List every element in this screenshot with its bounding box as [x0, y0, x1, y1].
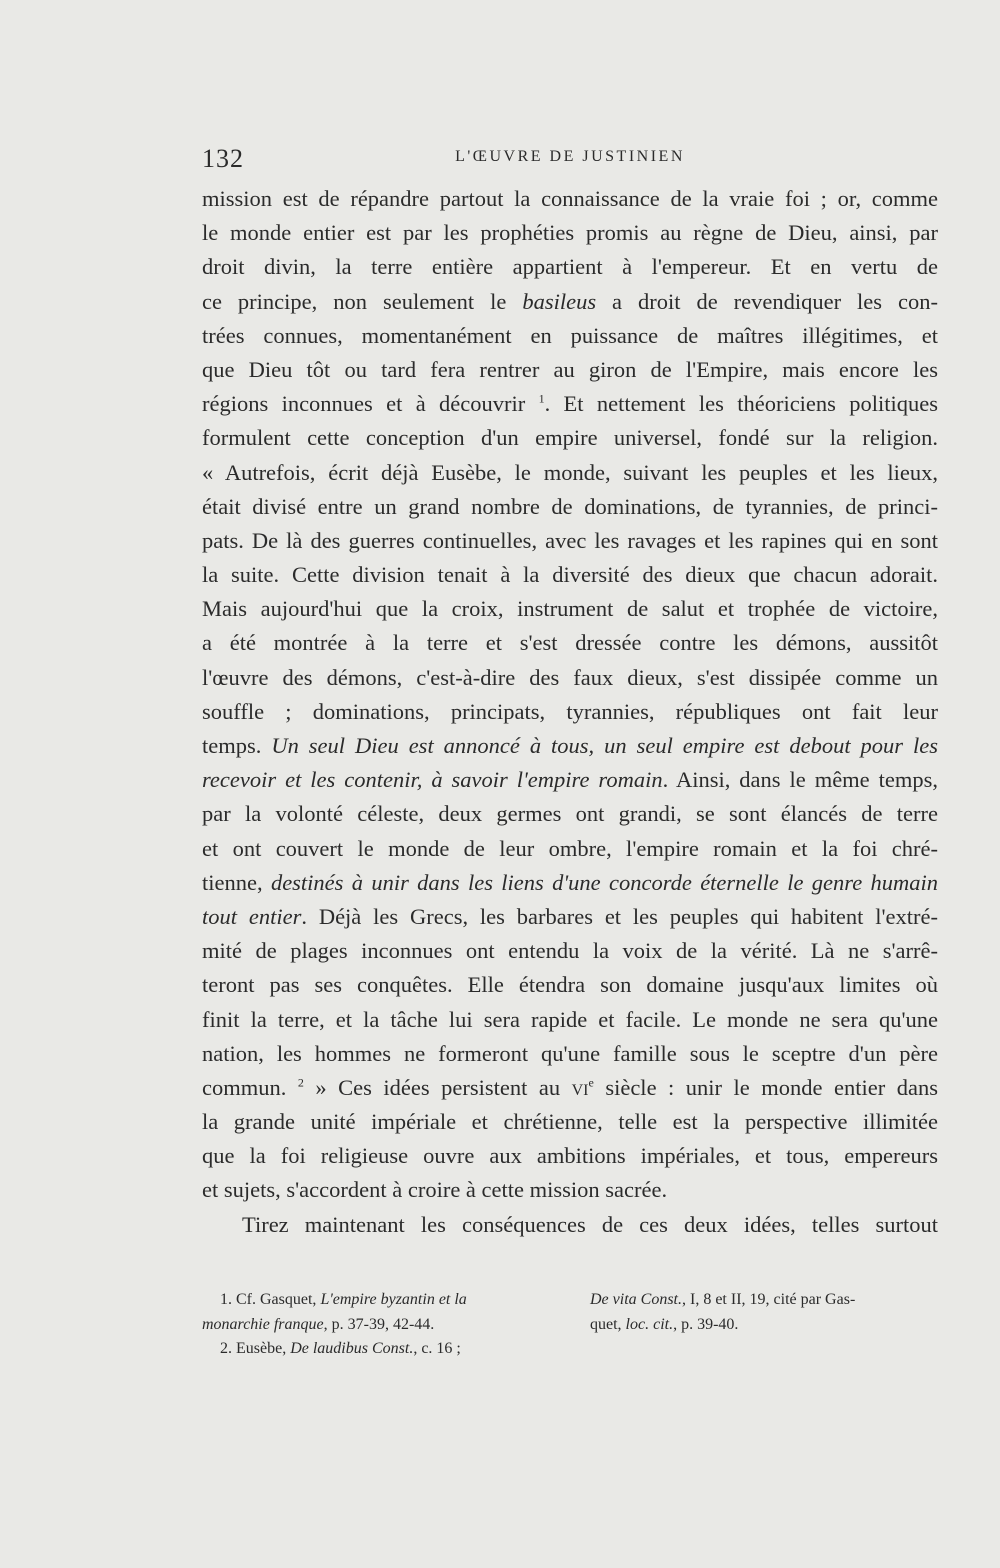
- italic-text: Un seul Dieu est annoncé à tous, un seul empire est debout pour les: [271, 733, 939, 758]
- italic-text: monarchie franque: [202, 1315, 324, 1333]
- italic-text: destinés à unir dans les liens d'une concorde éternelle le genre humain: [270, 869, 938, 895]
- text-span: , p. 37-39, 42-44.: [323, 1315, 435, 1333]
- italic-text: recevoir et les contenir, à savoir l'empire romain: [202, 767, 663, 793]
- text-line: [202, 866, 938, 900]
- text-line: [202, 285, 938, 319]
- text-line: le monde entier est par les prophéties promis au règne de Dieu, ainsi, par: [202, 220, 938, 246]
- footnote-2: [202, 1337, 554, 1362]
- text-line: Mais aujourd'hui que la croix, instrument de salut et trophée de victoire,: [202, 596, 938, 622]
- italic-text: L'empire byzantin et la: [320, 1291, 467, 1308]
- century-numeral: vi: [571, 1074, 589, 1100]
- text-span: 2. Eusèbe,: [220, 1340, 291, 1357]
- text-line: nation, les hommes ne formeront qu'une famille sous le sceptre d'un père: [202, 1040, 938, 1066]
- text-line: la grande unité impériale et chrétienne, telle est la perspective illimitée: [202, 1109, 938, 1135]
- footnote-1-cont: [202, 1313, 554, 1338]
- text-line: droit divin, la terre entière appartient à l'empereur. Et en vertu de: [202, 254, 938, 280]
- text-line: était divisé entre un grand nombre de dominations, de tyrannies, de princi-: [202, 493, 938, 519]
- text-span: commun.: [202, 1074, 298, 1100]
- text-line: teront pas ses conquêtes. Elle étendra son domaine jusqu'aux limites où: [202, 972, 938, 998]
- text-line: trées connues, momentanément en puissance de maîtres illégitimes, et: [202, 322, 938, 348]
- footnote-1: [202, 1288, 554, 1313]
- text-line: [202, 1071, 938, 1105]
- text-line: mité de plages inconnues ont entendu la voix de la vérité. Là ne s'arrê-: [202, 938, 938, 964]
- text-line: souffle ; dominations, principats, tyrannies, républiques ont fait leur: [202, 698, 938, 724]
- page-number: 132: [202, 144, 244, 173]
- page-header: [202, 144, 938, 174]
- text-line: que Dieu tôt ou tard fera rentrer au giron de l'Empire, mais encore les: [202, 356, 938, 382]
- text-span: . Et nettement les théoriciens politiques: [544, 391, 938, 417]
- footnotes-left-column: [202, 1288, 554, 1362]
- text-line: l'œuvre des démons, c'est-à-dire des faux dieux, s'est dissipée comme un: [202, 664, 938, 690]
- text-span: » Ces idées persistent au: [303, 1074, 572, 1100]
- text-line: et sujets, s'accordent à croire à cette mission sacrée.: [202, 1177, 668, 1203]
- text-line: la suite. Cette division tenait à la diversité des dieux que chacun adorait.: [202, 562, 938, 588]
- footnote-ref: 2: [297, 1075, 304, 1090]
- italic-text: loc. cit.: [625, 1315, 674, 1333]
- text-line: et ont couvert le monde de leur ombre, l'empire romain et la foi chré-: [202, 835, 938, 861]
- text-span: tienne,: [202, 869, 271, 895]
- text-line: mission est de répandre partout la connaissance de la vraie foi ; or, comme: [202, 186, 938, 211]
- footnote-2-cont: [590, 1288, 942, 1313]
- text-line: « Autrefois, écrit déjà Eusèbe, le monde, suivant les peuples et les lieux,: [202, 459, 938, 485]
- text-span: a droit de revendiquer les con-: [596, 288, 938, 314]
- text-span: . Ainsi, dans le même temps,: [662, 767, 938, 793]
- text-span: siècle : unir le monde entier dans: [593, 1074, 939, 1100]
- footnote-2-cont: [590, 1313, 942, 1338]
- text-span: , c. 16 ;: [413, 1340, 461, 1357]
- text-line: formulent cette conception d'un empire universel, fondé sur la religion.: [202, 425, 938, 451]
- text-line: [202, 729, 938, 763]
- italic-text: De laudibus Const.: [290, 1340, 414, 1357]
- text-line: [202, 763, 938, 797]
- text-line: par la volonté céleste, deux germes ont grandi, se sont élancés de terre: [202, 801, 938, 827]
- footnote-ref: 1: [538, 391, 545, 406]
- text-line: pats. De là des guerres continuelles, avec les ravages et les rapines qui en sont: [202, 527, 938, 553]
- text-span: , I, 8 et II, 19, cité par Gas-: [682, 1291, 856, 1308]
- text-line: Tirez maintenant les conséquences de ces deux idées, telles surtout: [242, 1211, 938, 1237]
- text-span: , p. 39-40.: [673, 1315, 739, 1333]
- text-span: temps.: [202, 733, 272, 758]
- text-span: régions inconnues et à découvrir: [202, 391, 539, 417]
- text-span: 1. Cf. Gasquet,: [220, 1291, 321, 1308]
- text-line: [202, 387, 938, 421]
- text-span: quet,: [590, 1315, 626, 1333]
- footnotes-right-column: [590, 1288, 942, 1337]
- text-line: finit la terre, et la tâche lui sera rapide et facile. Le monde ne sera qu'une: [202, 1006, 938, 1032]
- text-line: a été montrée à la terre et s'est dressée contre les démons, aussitôt: [202, 630, 938, 656]
- italic-text: tout entier: [202, 903, 302, 929]
- text-span: ce principe, non seulement le: [202, 288, 523, 314]
- body-text: [202, 182, 938, 1242]
- text-line: que la foi religieuse ouvre aux ambitions impériales, et tous, empereurs: [202, 1143, 938, 1169]
- italic-text: De vita Const.: [590, 1291, 682, 1308]
- ordinal-suffix: e: [588, 1075, 594, 1090]
- text-line: [202, 900, 938, 934]
- running-head: L'ŒUVRE DE JUSTINIEN: [455, 148, 685, 165]
- italic-text: basileus: [522, 288, 597, 314]
- text-span: . Déjà les Grecs, les barbares et les peuples qui habitent l'extré-: [301, 903, 939, 929]
